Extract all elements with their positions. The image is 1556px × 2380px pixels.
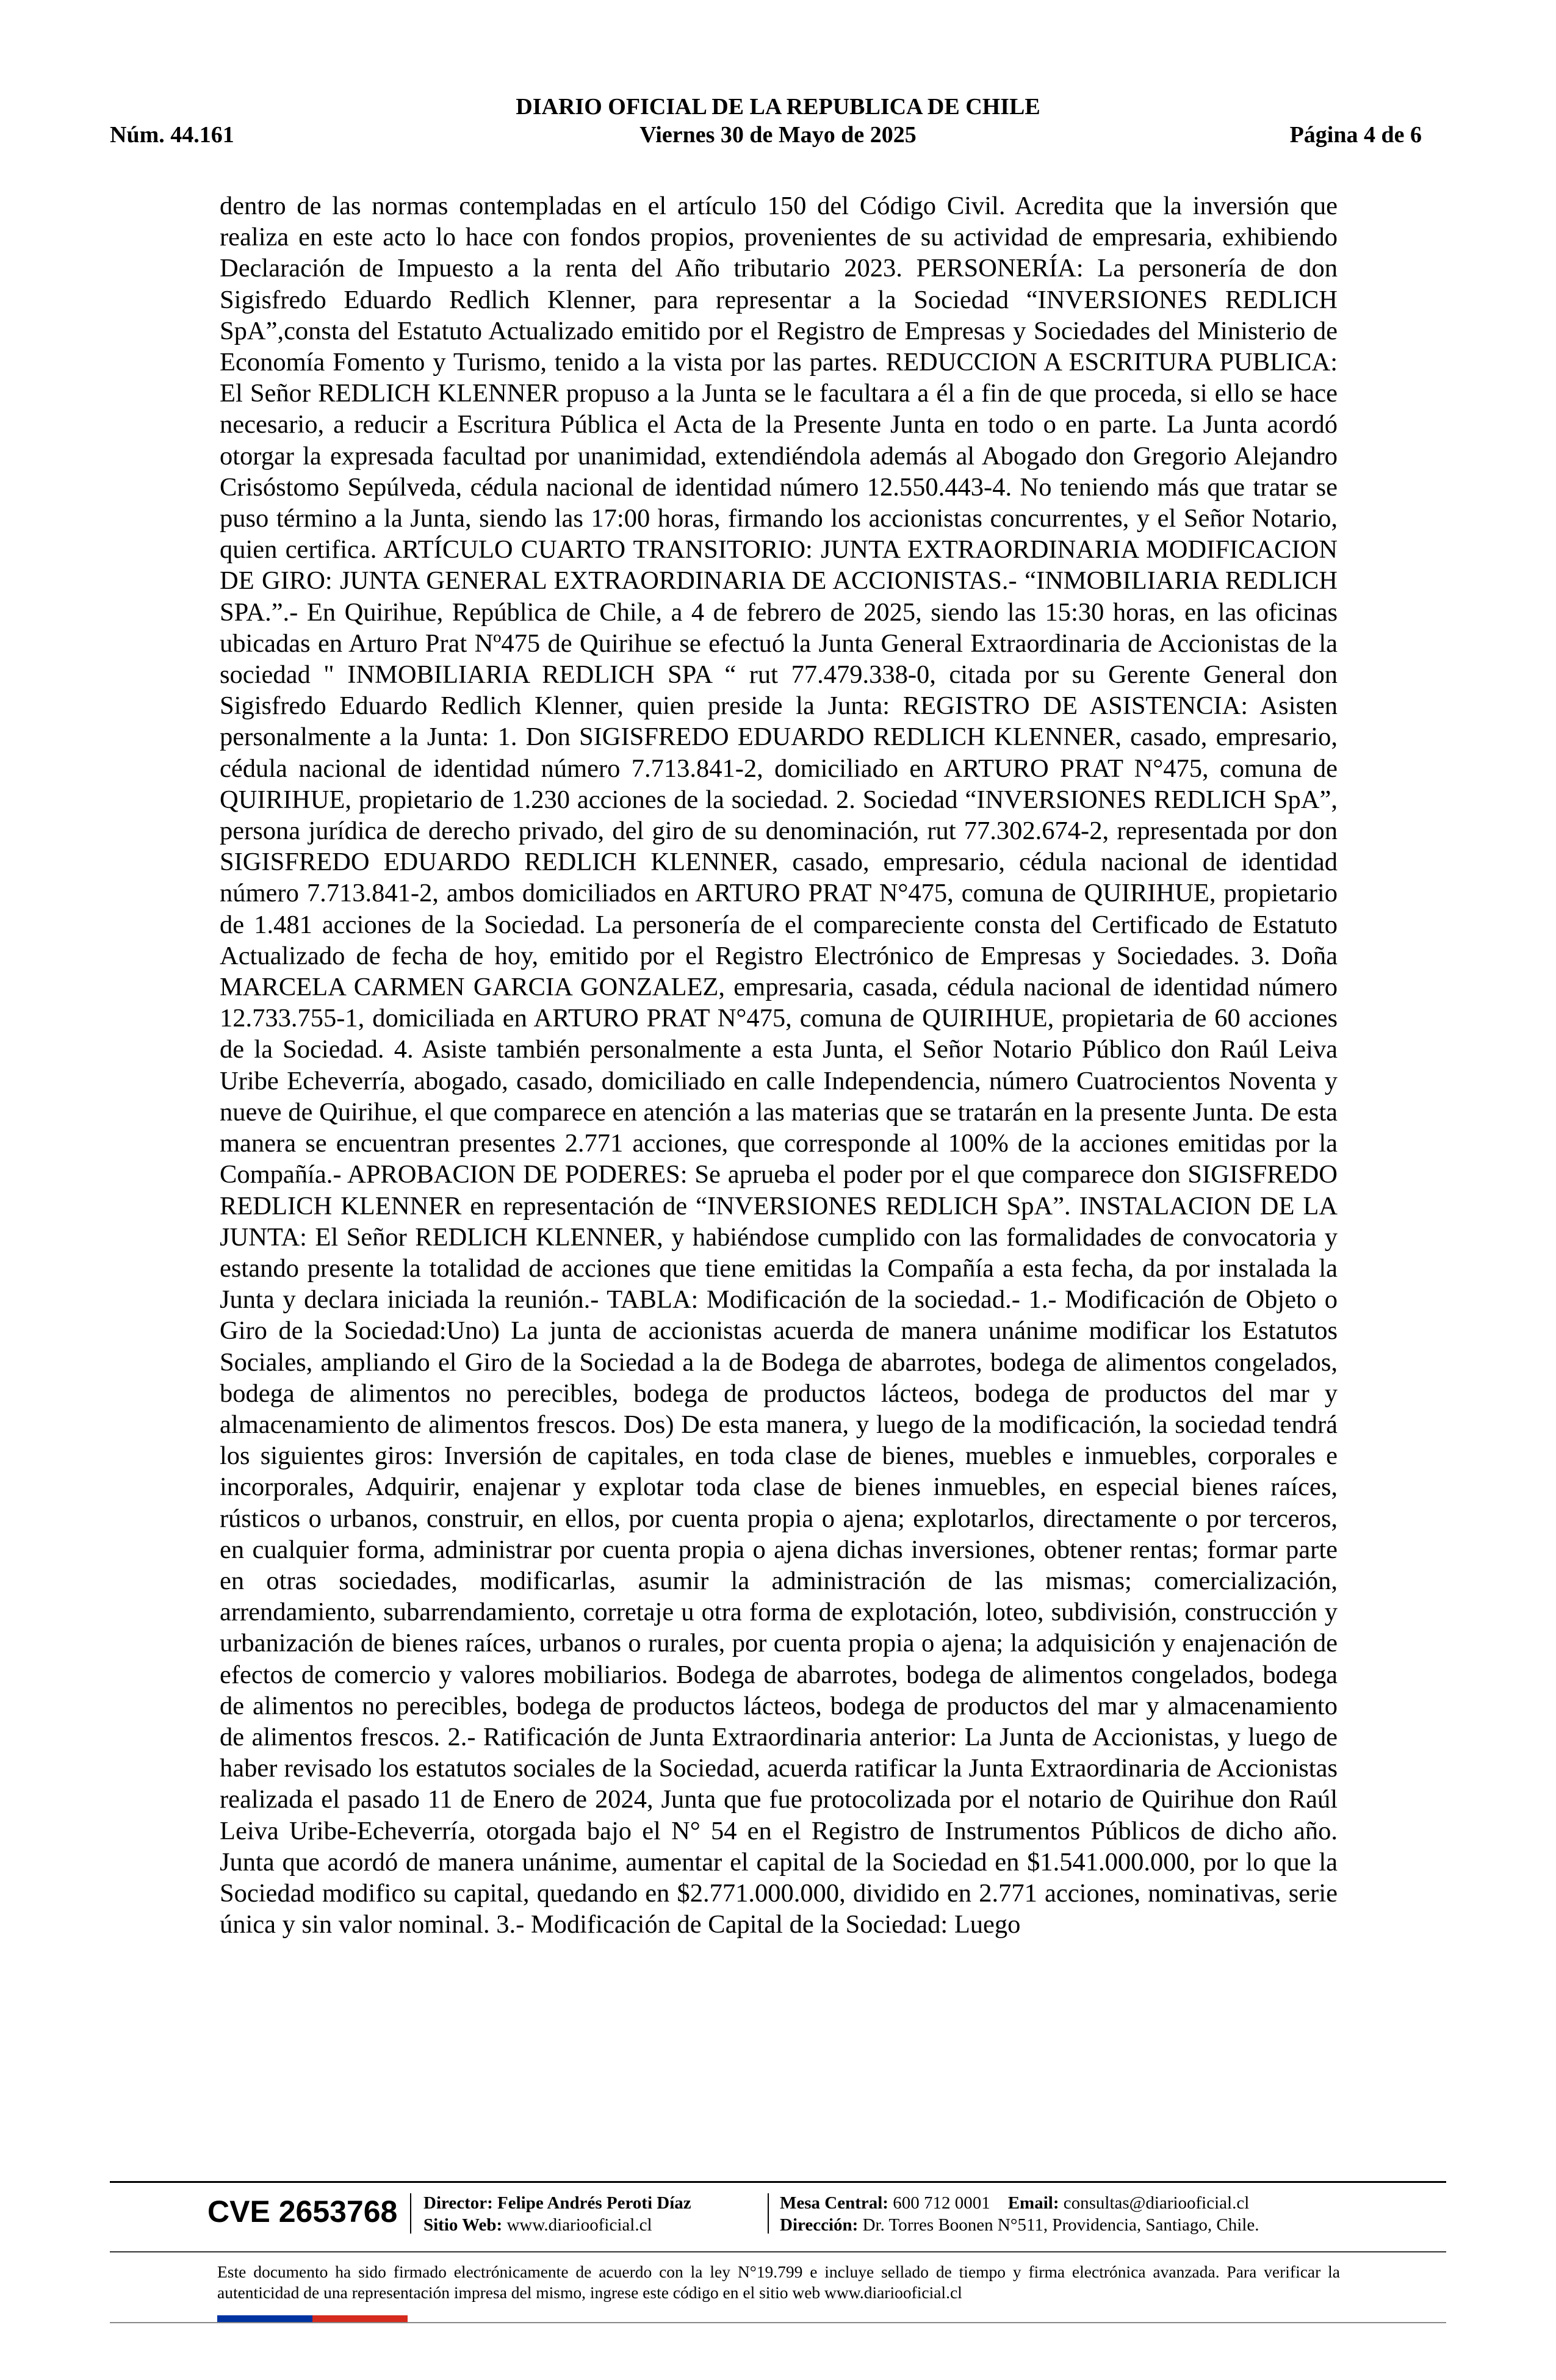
website-link[interactable]: www.diariooficial.cl — [506, 2215, 652, 2235]
director-name: Felipe Andrés Peroti Díaz — [497, 2193, 691, 2213]
signature-notice: Este documento ha sido firmado electrónicamente de acuerdo con la ley N°19.799 e incluye sellado de tiempo y firma electrónica avanzada. Para verificar la autenticidad de una representación impresa del mismo, ingrese este código en el sitio web www.diariooficial.cl — [217, 2262, 1340, 2302]
page-indicator: Página 4 de 6 — [1289, 122, 1422, 148]
footer-divider — [410, 2193, 411, 2234]
phone-label: Mesa Central: — [780, 2193, 888, 2213]
email-label: Email: — [1007, 2193, 1059, 2213]
website-label: Sitio Web: — [423, 2215, 503, 2235]
flag-stripe-blue — [217, 2315, 312, 2322]
address-label: Dirección: — [780, 2215, 859, 2235]
footer-divider — [768, 2193, 769, 2234]
footer-top-rule — [110, 2181, 1446, 2183]
director-label: Director: — [423, 2193, 493, 2213]
phone-number: 600 712 0001 — [893, 2193, 990, 2213]
issue-number: Núm. 44.161 — [110, 122, 234, 148]
footer-mid-rule — [110, 2251, 1446, 2252]
body-paragraph: dentro de las normas contempladas en el artículo 150 del Código Civil. Acredita que la inversión que realiza en este acto lo hace con fondos propios, provenientes de su actividad de empresaria, exhibiendo Declaración de Impuesto a la renta del Año tributario 2023. PERSONERÍA: La personería de don Sigisfredo Eduardo Redlich Klenner, para representar a la Sociedad “INVERSIONES REDLICH SpA”,consta del Estatuto Actualizado emitido por el Registro de Empresas y Sociedades del Ministerio de Economía Fomento y Turismo, tenido a la vista por las partes. REDUCCION A ESCRITURA PUBLICA: El Señor REDLICH KLENNER propuso a la Junta se le facultara a él a fin de que proceda, si ello se hace necesario, a reducir a Escritura Pública el Acta de la Presente Junta en todo o en parte. La Junta acordó otorgar la expresada facultad por unanimidad, extendiéndola además al Abogado don Gregorio Alejandro Crisóstomo Sepúlveda, cédula nacional de identidad número 12.550.443-4. No teniendo más que tratar se puso término a la Junta, siendo las 17:00 horas, firmando los accionistas concurrentes, y el Señor Notario, quien certifica. ARTÍCULO CUARTO TRANSITORIO: JUNTA EXTRAORDINARIA MODIFICACION DE GIRO: JUNTA GENERAL EXTRAORDINARIA DE ACCIONISTAS.- “INMOBILIARIA REDLICH SPA.”.- En Quirihue, República de Chile, a 4 de febrero de 2025, siendo las 15:30 horas, en las oficinas ubicadas en Arturo Prat Nº475 de Quirihue se efectuó la Junta General Extraordinaria de Accionistas de la sociedad " INMOBILIARIA REDLICH SPA “ rut 77.479.338-0, citada por su Gerente General don Sigisfredo Eduardo Redlich Klenner, quien preside la Junta: REGISTRO DE ASISTENCIA: Asisten personalmente a la Junta: 1. Don SIGISFREDO EDUARDO REDLICH KLENNER, casado, empresario, cédula nacional de identidad número 7.713.841-2, domiciliado en ARTURO PRAT N°475, comuna de QUIRIHUE, propietario de 1.230 acciones de la sociedad. 2. Sociedad “INVERSIONES REDLICH SpA”, persona jurídica de derecho privado, del giro de su denominación, rut 77.302.674-2, representada por don SIGISFREDO EDUARDO REDLICH KLENNER, casado, empresario, cédula nacional de identidad número 7.713.841-2, ambos domiciliados en ARTURO PRAT N°475, comuna de QUIRIHUE, propietario de 1.481 acciones de la Sociedad. La personería de el compareciente consta del Certificado de Estatuto Actualizado de fecha de hoy, emitido por el Registro Electrónico de Empresas y Sociedades. 3. Doña MARCELA CARMEN GARCIA GONZALEZ, empresaria, casada, cédula nacional de identidad número 12.733.755-1, domiciliada en ARTURO PRAT N°475, comuna de QUIRIHUE, propietaria de 60 acciones de la Sociedad. 4. Asiste también personalmente a esta Junta, el Señor Notario Público don Raúl Leiva Uribe Echeverría, abogado, casado, domiciliado en calle Independencia, número Cuatrocientos Noventa y nueve de Quirihue, el que comparece en atención a las materias que se tratarán en la presente Junta. De esta manera se encuentran presentes 2.771 acciones, que corresponde al 100% de la acciones emitidas por la Compañía.- APROBACION DE PODERES: Se aprueba el poder por el que comparece don SIGISFREDO REDLICH KLENNER en representación de “INVERSIONES REDLICH SpA”. INSTALACION DE LA JUNTA: El Señor REDLICH KLENNER, y habiéndose cumplido con las formalidades de convocatoria y estando presente la totalidad de acciones que tiene emitidas la Compañía a esta fecha, da por instalada la Junta y declara iniciada la reunión.- TABLA: Modificación de la sociedad.- 1.- Modificación de Objeto o Giro de la Sociedad:Uno) La junta de accionistas acuerda de manera unánime modificar los Estatutos Sociales, ampliando el Giro de la Sociedad a la de Bodega de abarrotes, bodega de alimentos congelados, bodega de alimentos no perecibles, bodega de productos lácteos, bodega de productos del mar y almacenamiento de alimentos frescos. Dos) De esta manera, y luego de la modificación, la sociedad tendrá los siguientes giros: Inversión de capitales, en toda clase de bienes, muebles e inmuebles, corporales e incorporales, Adquirir, enajenar y explotar toda clase de bienes inmuebles, en especial bienes raíces, rústicos o urbanos, construir, en ellos, por cuenta propia o ajena; explotarlos, directamente o por terceros, en cualquier forma, administrar por cuenta propia o ajena dichas inversiones, obtener rentas; formar parte en otras sociedades, modificarlas, asumir la administración de las mismas; comercialización, arrendamiento, subarrendamiento, corretaje u otra forma de explotación, loteo, subdivisión, construcción y urbanización de bienes raíces, urbanos o rurales, por cuenta propia o ajena; la adquisición y enajenación de efectos de comercio y valores mobiliarios. Bodega de abarrotes, bodega de alimentos congelados, bodega de alimentos no perecibles, bodega de productos lácteos, bodega de productos del mar y almacenamiento de alimentos frescos. 2.- Ratificación de Junta Extraordinaria anterior: La Junta de Accionistas, y luego de haber revisado los estatutos sociales de la Sociedad, acuerda ratificar la Junta Extraordinaria de Accionistas realizada el pasado 11 de Enero de 2024, Junta que fue protocolizada por el notario de Quirihue don Raúl Leiva Uribe-Echeverría, otorgada bajo el N° 54 en el Registro de Instrumentos Públicos de dicho año. Junta que acordó de manera unánime, aumentar el capital de la Sociedad en $1.541.000.000, por lo que la Sociedad modifico su capital, quedando en $2.771.000.000, dividido en 2.771 acciones, nominativas, serie única y sin valor nominal. 3.- Modificación de Capital de la Sociedad: Luego — [220, 192, 1338, 1939]
issue-date: Viernes 30 de Mayo de 2025 — [639, 122, 917, 148]
cve-code: CVE 2653768 — [207, 2194, 398, 2229]
newspaper-title: DIARIO OFICIAL DE LA REPUBLICA DE CHILE — [516, 94, 1040, 120]
email-link[interactable]: consultas@diariooficial.cl — [1063, 2193, 1250, 2213]
address-text: Dr. Torres Boonen N°511, Providencia, Santiago, Chile. — [862, 2215, 1259, 2235]
article-body — [220, 190, 1338, 1940]
flag-stripe-red — [312, 2315, 408, 2322]
footer-contact-block — [780, 2192, 1259, 2236]
footer-director-block — [423, 2192, 691, 2236]
page-header — [0, 0, 1556, 159]
footer-bottom-rule — [110, 2322, 1446, 2323]
